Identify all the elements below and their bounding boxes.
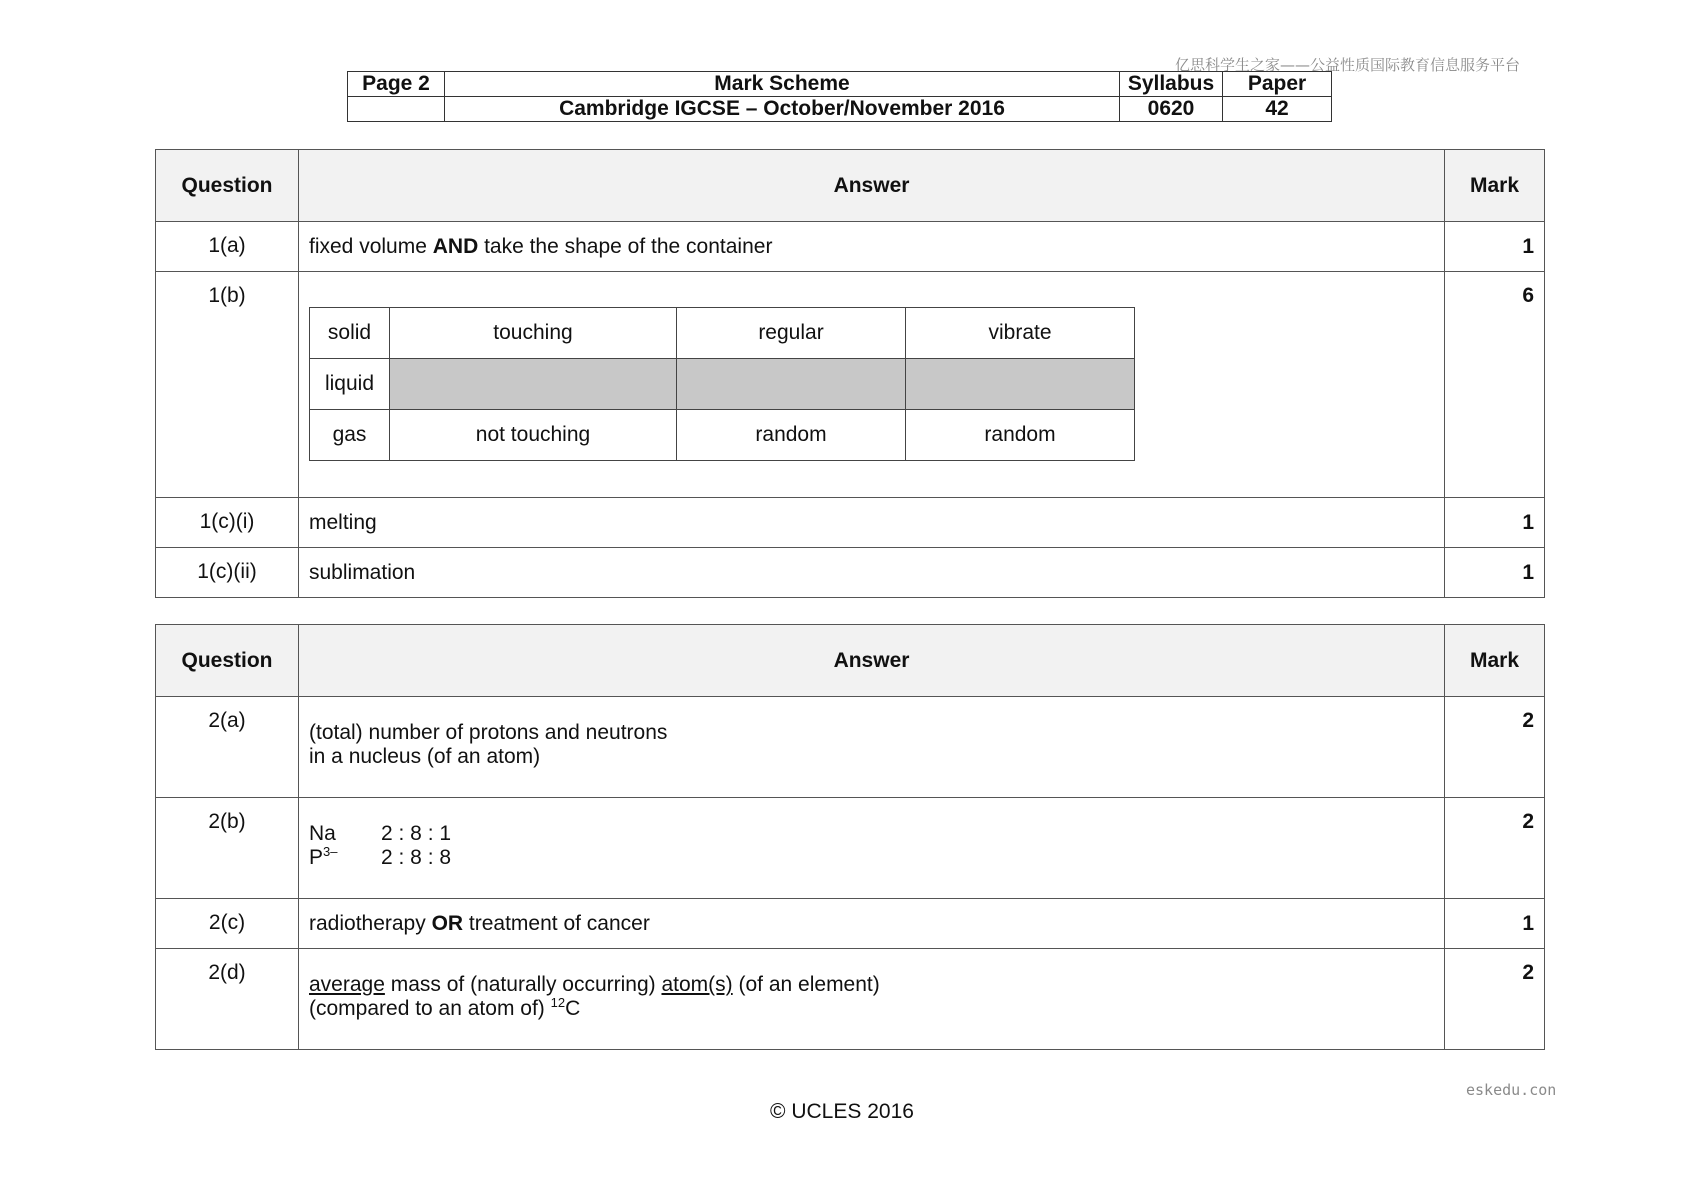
- answer-text: fixed volume AND take the shape of the container: [299, 222, 1445, 272]
- motion-cell: [906, 359, 1135, 410]
- answer-line: in a nucleus (of an atom): [309, 745, 541, 768]
- electron-config-na: Na 2 : 8 : 1: [309, 822, 452, 845]
- states-row-gas: [310, 410, 1135, 461]
- arrangement-cell: [390, 359, 677, 410]
- answer-text: melting: [299, 498, 1445, 548]
- mark-value: 2: [1445, 798, 1545, 899]
- table-row: [156, 548, 1545, 598]
- copyright-footer: © UCLES 2016: [770, 1100, 914, 1123]
- doc-title: Mark Scheme: [445, 72, 1120, 97]
- states-row-liquid: [310, 359, 1135, 410]
- paper-number: 42: [1223, 97, 1332, 122]
- answer-line: (compared to an atom of) $^{12}$C: [309, 995, 581, 1020]
- q1-table: [155, 149, 1545, 598]
- answer-text: [299, 798, 1445, 899]
- answer-text: [299, 949, 1445, 1050]
- answer-text: sublimation: [299, 548, 1445, 598]
- states-table: [309, 307, 1135, 461]
- doc-subtitle: Cambridge IGCSE – October/November 2016: [445, 97, 1120, 122]
- table-row: [156, 899, 1545, 949]
- mark-value: 2: [1445, 697, 1545, 798]
- arrangement-cell: touching: [390, 308, 677, 359]
- mark-value: 1: [1445, 222, 1545, 272]
- question-number: 2(d): [156, 949, 299, 1050]
- col-mark-header: Mark: [1445, 625, 1545, 697]
- col-mark-header: Mark: [1445, 150, 1545, 222]
- mark-value: 1: [1445, 899, 1545, 949]
- states-row-solid: [310, 308, 1135, 359]
- col-question-header: Question: [156, 625, 299, 697]
- answer-text: radiotherapy OR treatment of cancer: [299, 899, 1445, 949]
- col-answer-header: Answer: [299, 150, 1445, 222]
- watermark-bottom: eskedu.con: [1466, 1081, 1557, 1099]
- col-answer-header: Answer: [299, 625, 1445, 697]
- table-row: [156, 222, 1545, 272]
- electron-config-p: $P^{3-}$ 2 : 8 : 8: [309, 844, 452, 869]
- paper-label: Paper: [1223, 72, 1332, 97]
- page-number: Page 2: [348, 72, 445, 97]
- answer-states-table-cell: [299, 272, 1445, 498]
- watermark-top: 亿思科学生之家——公益性质国际教育信息服务平台: [1175, 56, 1521, 74]
- mark-value: 2: [1445, 949, 1545, 1050]
- syllabus-label: Syllabus: [1120, 72, 1223, 97]
- question-number: 2(a): [156, 697, 299, 798]
- question-number: 2(b): [156, 798, 299, 899]
- question-number: 1(a): [156, 222, 299, 272]
- table-row: [156, 272, 1545, 498]
- table-row: [156, 798, 1545, 899]
- q2-table: [155, 624, 1545, 1050]
- order-cell: random: [677, 410, 906, 461]
- state-label: gas: [310, 410, 390, 461]
- answer-line: (total) number of protons and neutrons: [309, 721, 668, 744]
- mark-value: 6: [1445, 272, 1545, 498]
- order-cell: regular: [677, 308, 906, 359]
- syllabus-code: 0620: [1120, 97, 1223, 122]
- order-cell: [677, 359, 906, 410]
- state-label: liquid: [310, 359, 390, 410]
- arrangement-cell: not touching: [390, 410, 677, 461]
- answer-line: average mass of (naturally occurring) atom(s) (of an element): [309, 973, 880, 996]
- table-row: [156, 498, 1545, 548]
- motion-cell: random: [906, 410, 1135, 461]
- table-row: [156, 697, 1545, 798]
- mark-value: 1: [1445, 548, 1545, 598]
- question-number: 1(c)(i): [156, 498, 299, 548]
- question-number: 1(c)(ii): [156, 548, 299, 598]
- question-number: 2(c): [156, 899, 299, 949]
- header-empty-cell: [348, 97, 445, 122]
- motion-cell: vibrate: [906, 308, 1135, 359]
- table-row: [156, 949, 1545, 1050]
- answer-text: [299, 697, 1445, 798]
- mark-value: 1: [1445, 498, 1545, 548]
- question-number: 1(b): [156, 272, 299, 498]
- state-label: solid: [310, 308, 390, 359]
- col-question-header: Question: [156, 150, 299, 222]
- header-table: [347, 71, 1332, 122]
